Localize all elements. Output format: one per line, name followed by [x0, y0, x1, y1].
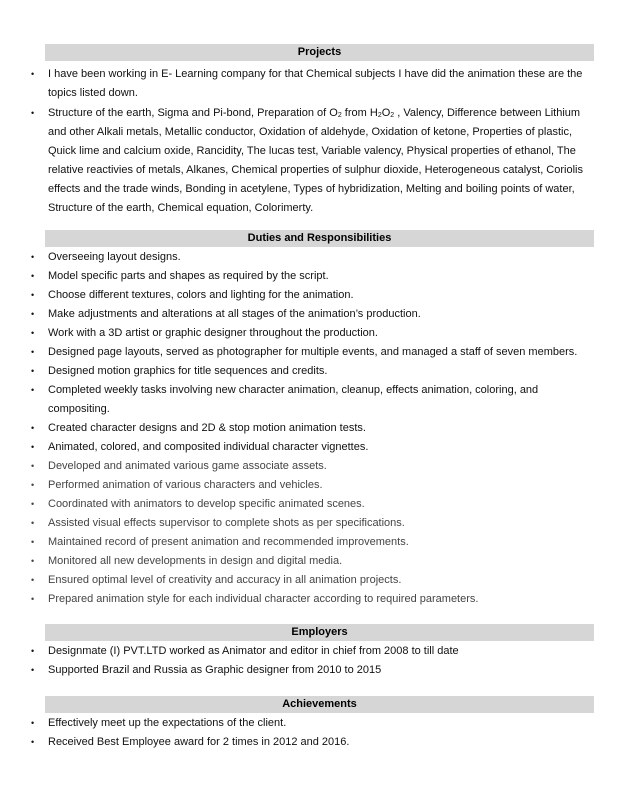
employers-section [31, 624, 594, 680]
bullet-icon: • [31, 556, 35, 566]
list-item: • Make adjustments and alterations at all stages of the animation’s production. [45, 305, 594, 324]
list-item: • Designmate (I) PVT.LTD worked as Animator and editor in chief from 2008 to till date [45, 642, 594, 661]
projects-list [31, 65, 594, 218]
bullet-icon: • [31, 499, 35, 509]
list-item: • Choose different textures, colors and lighting for the animation. [45, 286, 594, 305]
bullet-icon: • [31, 737, 35, 747]
list-item: • Structure of the earth, Sigma and Pi-bond, Preparation of $O_2$ from $H_2O_2$ , Valency, Difference between Lithium and other Alkali metals, Metallic conductor, Oxidation of aldehyde, Oxidation of ketone, Properties of plastic, Quick lime and calcium oxide, Rancidity, The lucas test, Variable valency, Physical properties of ethanol, The relative reactivies of metals, Alkanes, Chemical properties of sulphur dioxide, Heterogeneous catalyst, Coriolis effects and the trade winds, Bonding in acetylene, Types of hybridization, Melting and boiling points of water, Structure of the earth, Chemical equation, Colorimerty. [45, 104, 594, 218]
bullet-icon: • [31, 69, 35, 79]
bullet-icon: • [31, 328, 35, 338]
list-item: • Prepared animation style for each individual character according to required parameters. [45, 590, 594, 609]
bullet-icon: • [31, 575, 35, 585]
bullet-icon: • [31, 108, 35, 118]
bullet-icon: • [31, 271, 35, 281]
duties-list [31, 248, 594, 609]
list-item: • Developed and animated various game associate assets. [45, 457, 594, 476]
bullet-icon: • [31, 252, 35, 262]
list-item: • Designed motion graphics for title sequences and credits. [45, 362, 594, 381]
bullet-icon: • [31, 537, 35, 547]
bullet-icon: • [31, 518, 35, 528]
duties-heading: Duties and Responsibilities [45, 230, 594, 247]
employers-list [31, 642, 594, 680]
duties-section [31, 230, 594, 609]
list-item: • Overseeing layout designs. [45, 248, 594, 267]
list-item: • Monitored all new developments in design and digital media. [45, 552, 594, 571]
list-item: • Animated, colored, and composited individual character vignettes. [45, 438, 594, 457]
bullet-icon: • [31, 480, 35, 490]
projects-heading: Projects [45, 44, 594, 61]
bullet-icon: • [31, 718, 35, 728]
list-item: • Coordinated with animators to develop specific animated scenes. [45, 495, 594, 514]
list-item: • Effectively meet up the expectations of the client. [45, 714, 594, 733]
achievements-list [31, 714, 594, 752]
bullet-icon: • [31, 442, 35, 452]
bullet-icon: • [31, 347, 35, 357]
list-item: • Supported Brazil and Russia as Graphic designer from 2010 to 2015 [45, 661, 594, 680]
list-item: • Completed weekly tasks involving new character animation, cleanup, effects animation, coloring, and compositing. [45, 381, 594, 419]
bullet-icon: • [31, 366, 35, 376]
list-item: • I have been working in E- Learning company for that Chemical subjects I have did the animation these are the topics listed down. [45, 65, 594, 103]
list-item: • Performed animation of various characters and vehicles. [45, 476, 594, 495]
list-item: • Model specific parts and shapes as required by the script. [45, 267, 594, 286]
bullet-icon: • [31, 290, 35, 300]
bullet-icon: • [31, 461, 35, 471]
list-item: • Assisted visual effects supervisor to complete shots as per specifications. [45, 514, 594, 533]
achievements-heading: Achievements [45, 696, 594, 713]
list-item: • Designed page layouts, served as photographer for multiple events, and managed a staff of seven members. [45, 343, 594, 362]
bullet-icon: • [31, 594, 35, 604]
bullet-icon: • [31, 665, 35, 675]
bullet-icon: • [31, 309, 35, 319]
list-item: • Ensured optimal level of creativity and accuracy in all animation projects. [45, 571, 594, 590]
list-item: • Created character designs and 2D & stop motion animation tests. [45, 419, 594, 438]
employers-heading: Employers [45, 624, 594, 641]
list-item: • Work with a 3D artist or graphic designer throughout the production. [45, 324, 594, 343]
bullet-icon: • [31, 423, 35, 433]
bullet-icon: • [31, 385, 35, 395]
projects-section [31, 44, 594, 218]
bullet-icon: • [31, 646, 35, 656]
achievements-section [31, 696, 594, 752]
list-item: • Maintained record of present animation and recommended improvements. [45, 533, 594, 552]
list-item: • Received Best Employee award for 2 times in 2012 and 2016. [45, 733, 594, 752]
